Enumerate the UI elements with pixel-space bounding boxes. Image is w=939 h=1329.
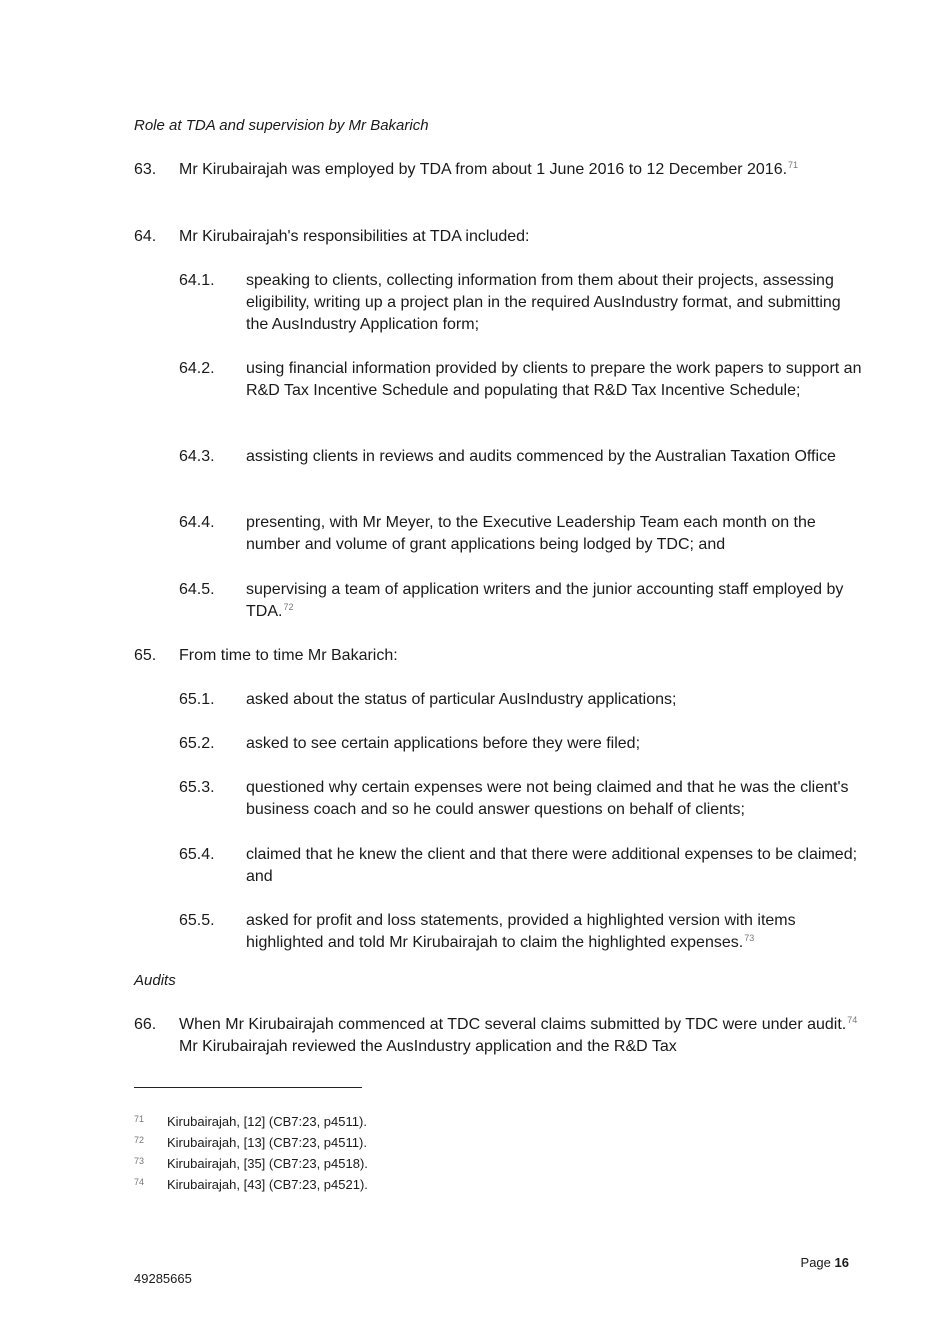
subparagraph-64-2 [179,358,862,424]
subparagraph-number: 65.1. [179,691,215,708]
footnote-text: Kirubairajah, [35] (CB7:23, p4518). [167,1156,368,1171]
subparagraph-number: 64.4. [179,514,215,531]
subparagraph-65-5 [179,910,859,954]
paragraph-number: 65. [134,647,157,664]
footnote-ref[interactable]: 72 [283,601,294,612]
paragraph-text: Mr Kirubairajah was employed by TDA from about 1 June 2016 to 12 December 2016.71 [179,159,799,178]
paragraph-number: 66. [134,1016,157,1033]
section-heading: Role at TDA and supervision by Mr Bakarich [134,117,429,134]
section-heading: Audits [134,972,176,989]
subparagraph-text: asked for profit and loss statements, provided a highlighted version with items highlighted and told Mr Kirubairajah to claim the highlighted expenses.$^{73}$ [246,912,796,951]
subparagraph-number: 65.2. [179,735,215,752]
paragraph-text: Mr Kirubairajah's responsibilities at TDA included: [179,228,530,245]
subparagraph-number: 64.1. [179,272,215,289]
paragraph-number: 63. [134,161,157,178]
footnote-text: Kirubairajah, [12] (CB7:23, p4511). [167,1114,367,1129]
footnote-text: Kirubairajah, [13] (CB7:23, p4511). [167,1135,367,1150]
subparagraph-text: asked about the status of particular AusIndustry applications; [246,691,677,708]
subparagraph-text: speaking to clients, collecting information from them about their projects, assessing eligibility, writing up a project plan in the required AusIndustry format, and submitting the AusIndustry Application form; [246,272,841,333]
footnote-ref[interactable]: 71 [788,159,799,170]
paragraph-number: 64. [134,228,157,245]
subparagraph-number: 65.3. [179,779,215,796]
footnote-ref[interactable]: 74 [847,1014,858,1025]
subparagraph-65-1 [179,689,859,711]
subparagraph-64-5 [179,579,859,623]
subparagraph-number: 64.2. [179,360,215,377]
footnote-number: 74 [134,1177,145,1187]
subparagraph-text: assisting clients in reviews and audits commenced by the Australian Taxation Office [246,448,836,465]
footnote-ref[interactable]: 73 [744,932,755,943]
document-id: 49285665 [134,1271,192,1286]
footnote-number: 73 [134,1156,145,1166]
subparagraph-number: 64.3. [179,448,215,465]
subparagraph-text: using financial information provided by clients to prepare the work papers to support an R&D Tax Incentive Schedule and populating that R&D Tax Incentive Schedule; [246,360,862,399]
subparagraph-text: questioned why certain expenses were not being claimed and that he was the client's business coach and so he could answer questions on behalf of clients; [246,779,849,818]
subparagraph-64-4 [179,512,859,556]
subparagraph-text: asked to see certain applications before they were filed; [246,735,641,752]
subparagraph-text: claimed that he knew the client and that there were additional expenses to be claimed; and [246,846,858,885]
subparagraph-65-3 [179,777,859,821]
subparagraph-number: 65.4. [179,846,215,863]
subparagraph-65-2 [179,733,859,755]
subparagraph-number: 65.5. [179,912,215,929]
paragraph-text: When Mr Kirubairajah commenced at TDC several claims submitted by TDC were under audit.$^{74}$ Mr Kirubairajah reviewed the AusIndustry application and the R&D Tax [179,1014,858,1055]
footnote-separator [134,1087,362,1088]
subparagraph-text: presenting, with Mr Meyer, to the Executive Leadership Team each month on the number and volume of grant applications being lodged by TDC; and [246,514,816,553]
page-number: Page 16 [800,1255,849,1270]
subparagraph-64-1 [179,270,859,336]
footnote-number: 72 [134,1135,145,1145]
paragraph-text: From time to time Mr Bakarich: [179,647,398,664]
paragraph-63 [134,159,854,203]
subparagraph-text: supervising a team of application writers and the junior accounting staff employed by TDA.$^{72}$ [246,581,844,620]
paragraph-65 [134,645,854,667]
subparagraph-number: 64.5. [179,581,215,598]
subparagraph-64-3 [179,446,859,490]
subparagraph-65-4 [179,844,859,888]
paragraph-66 [134,1014,858,1058]
footnote-text: Kirubairajah, [43] (CB7:23, p4521). [167,1177,368,1192]
paragraph-64 [134,226,854,248]
footnote-number: 71 [134,1114,145,1124]
